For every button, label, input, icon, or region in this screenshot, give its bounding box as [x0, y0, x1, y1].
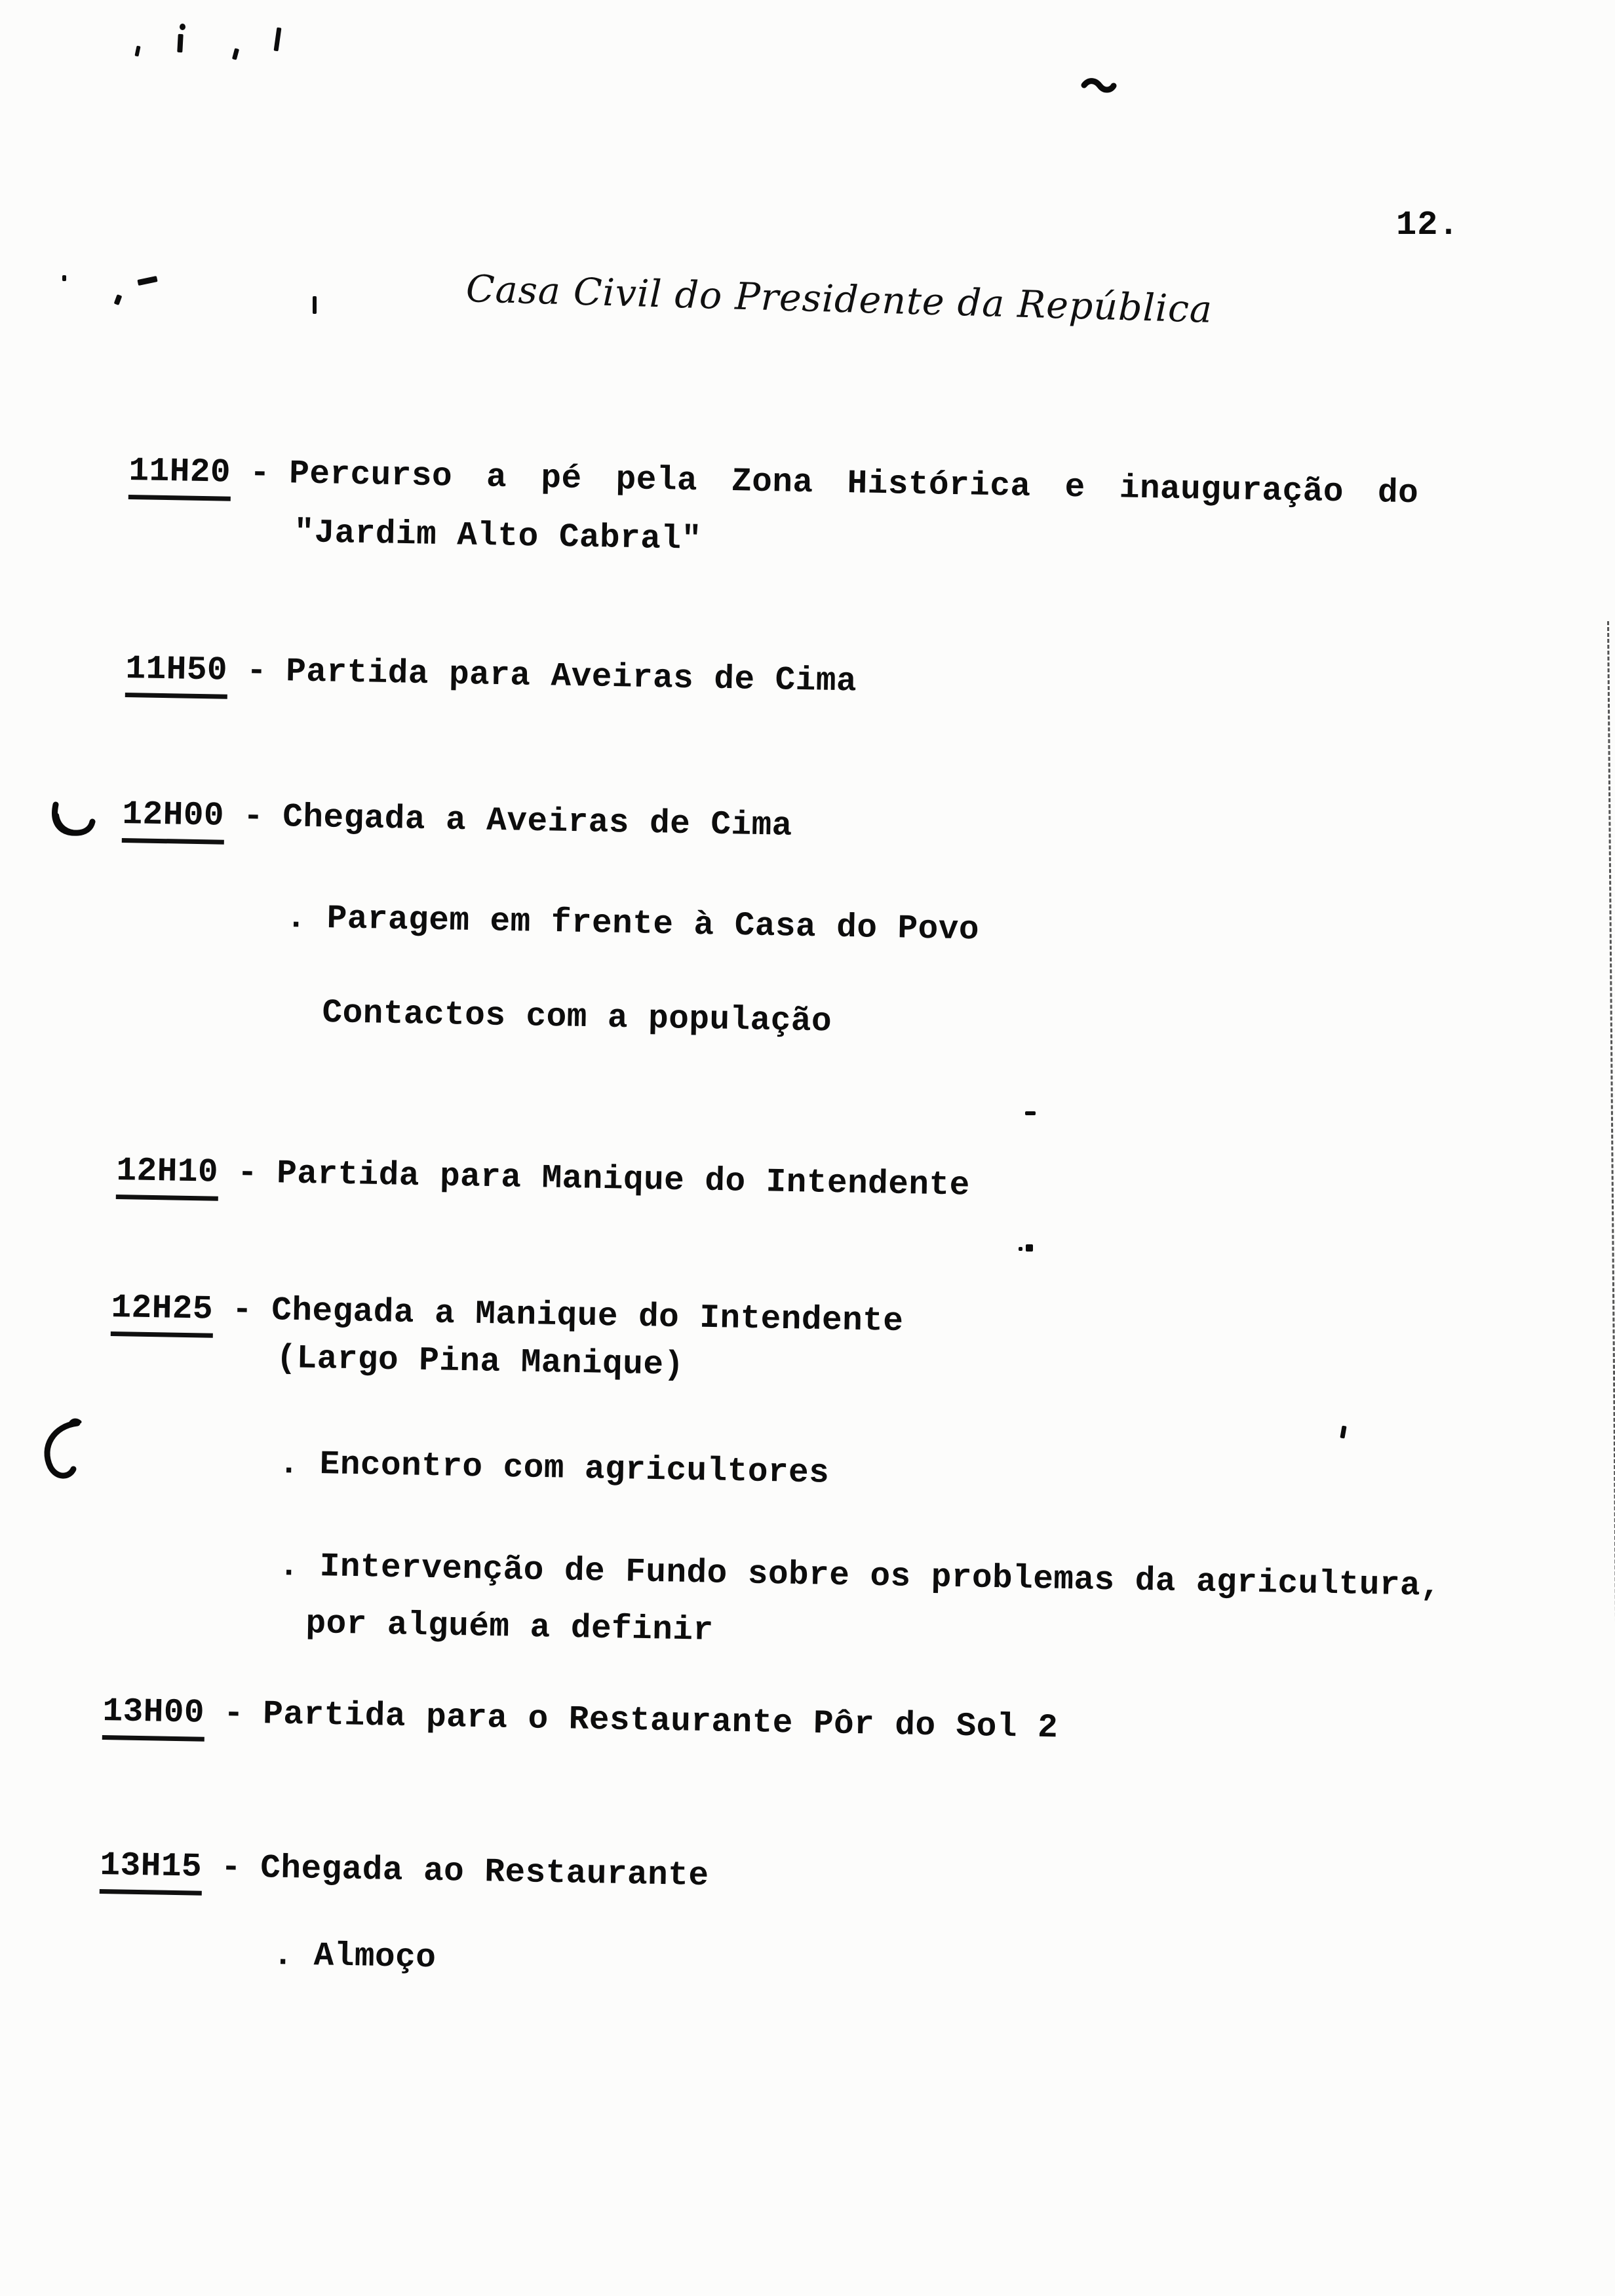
- schedule-subitem: . Intervenção de Fundo sobre os problemas da agricultura,: [279, 1548, 1441, 1605]
- scan-speck: [134, 46, 140, 57]
- schedule-time: 13H00: [102, 1693, 205, 1741]
- schedule-text: Partida para o Restaurante Pôr do Sol 2: [262, 1696, 1059, 1748]
- handwritten-crescent-mark: [34, 1417, 90, 1485]
- scan-speck: [137, 276, 157, 286]
- schedule-time: 12H00: [122, 796, 225, 844]
- schedule-text: Partida para Aveiras de Cima: [285, 653, 857, 701]
- schedule-subitem: Contactos com a população: [322, 995, 832, 1041]
- scan-speck: [1340, 1426, 1346, 1439]
- dash-separator: -: [220, 1849, 242, 1887]
- schedule-time: 11H20: [128, 453, 231, 501]
- scan-speck: [180, 24, 185, 30]
- schedule-entry: [128, 453, 1419, 522]
- scan-speck: [114, 294, 123, 305]
- scan-speck: [313, 296, 317, 314]
- dash-separator: -: [231, 1292, 253, 1330]
- schedule-entry: [111, 1290, 904, 1350]
- schedule-text: Chegada a Aveiras de Cima: [282, 799, 793, 845]
- dash-separator: -: [243, 798, 264, 836]
- schedule-time: 11H50: [125, 651, 228, 698]
- dash-separator: -: [249, 455, 271, 493]
- schedule-time: 12H10: [116, 1153, 219, 1200]
- pen-tilde-mark: [1081, 76, 1117, 100]
- page-number: 12.: [1396, 206, 1460, 244]
- dash-separator: -: [246, 653, 267, 691]
- scan-edge-line: [1607, 621, 1615, 2278]
- dash-separator: -: [223, 1695, 244, 1733]
- schedule-entry: [116, 1153, 970, 1214]
- scan-speck: [1025, 1111, 1036, 1115]
- schedule-text-continuation: (Largo Pina Manique): [276, 1340, 685, 1385]
- schedule-entry: [122, 796, 792, 854]
- schedule-text: Percurso a pé pela Zona Histórica e inauguração do: [288, 455, 1419, 513]
- schedule-entry: [125, 651, 857, 710]
- dash-separator: -: [237, 1155, 258, 1193]
- schedule-text: Chegada a Manique do Intendente: [271, 1292, 904, 1341]
- schedule-subitem: . Almoço: [273, 1937, 437, 1978]
- schedule-subitem: . Encontro com agricultores: [279, 1445, 830, 1493]
- scan-speck: [177, 34, 183, 52]
- handwritten-crescent-mark: [50, 799, 96, 840]
- scan-speck: [1026, 1244, 1033, 1252]
- schedule-time: 12H25: [111, 1290, 214, 1337]
- schedule-time: 13H15: [100, 1847, 203, 1895]
- schedule-text-continuation: "Jardim Alto Cabral": [294, 514, 703, 559]
- schedule-text: Chegada ao Restaurante: [260, 1850, 709, 1896]
- schedule-text: Partida para Manique do Intendente: [276, 1155, 971, 1205]
- schedule-subitem-continuation: por alguém a definir: [305, 1605, 714, 1650]
- scan-speck: [62, 275, 66, 281]
- letterhead-script: Casa Civil do Presidente da República: [465, 267, 1213, 332]
- scan-speck: [232, 48, 239, 60]
- scan-speck: [1019, 1247, 1022, 1251]
- scan-speck: [274, 28, 282, 52]
- schedule-entry: [100, 1847, 709, 1904]
- schedule-subitem: . Paragem em frente à Casa do Povo: [286, 900, 980, 949]
- schedule-entry: [102, 1693, 1059, 1756]
